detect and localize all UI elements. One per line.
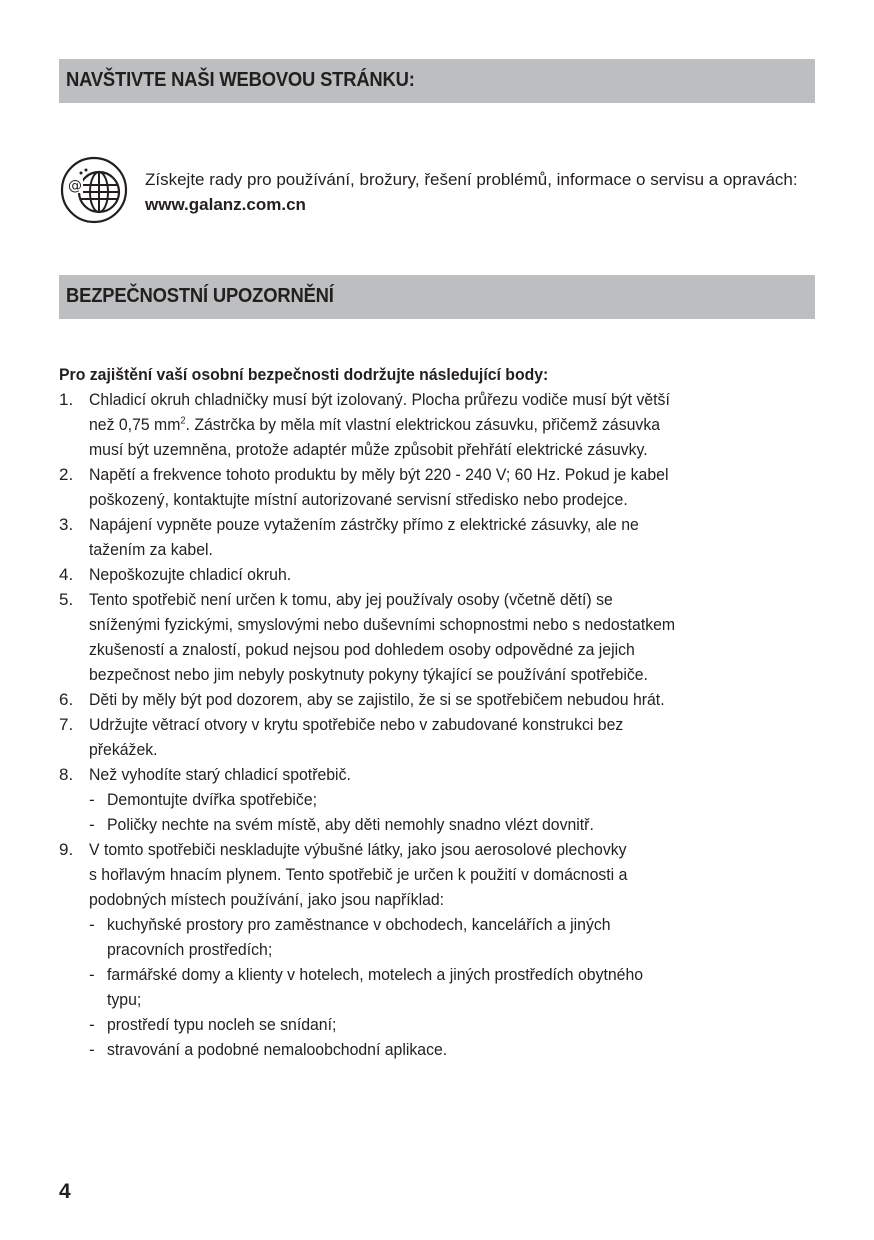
sub-item: - prostředí typu nocleh se snídaní; <box>89 1015 337 1034</box>
list-item: 6. Děti by měly být pod dozorem, aby se zajistilo, že si se spotřebičem nebudou hrát. <box>59 690 665 709</box>
globe-at-icon <box>59 155 129 225</box>
sub-item: - Demontujte dvířka spotřebiče; <box>89 790 318 809</box>
list-item: 7. Udržujte větrací otvory v krytu spotřebiče nebo v zabudované konstrukci bez překážek. <box>59 715 624 759</box>
safety-intro: Pro zajištění vaší osobní bezpečnosti dodržujte následující body: <box>59 365 549 384</box>
sub-item: - kuchyňské prostory pro zaměstnance v obchodech, kancelářích a jiných pracovních prostředích; <box>89 915 611 959</box>
list-item: 3. Napájení vypněte pouze vytažením zástrčky přímo z elektrické zásuvky, ale ne tažením za kabel. <box>59 515 639 559</box>
list-item: 9. V tomto spotřebiči neskladujte výbušné látky, jako jsou aerosolové plechovky s hořlavým hnacím plynem. Tento spotřebič je určen k použití v domácnosti a podobných místech používání, jako jsou například: - kuchyňské prostory pro zaměstnance v obchodech, kancelářích a jiných pracovních prostředích; - farmářské domy a klienty v hotelech, motelech a jiných prostředích obytného typu; - prostředí typu nocleh se snídaní; - stravování a podobné nemaloobchodní aplikace. <box>59 837 829 1062</box>
sub-item: - farmářské domy a klienty v hotelech, motelech a jiných prostředích obytného typu; <box>89 965 644 1009</box>
website-text: Získejte rady pro používání, brožury, řešení problémů, informace o servisu a opravách: www.galanz.com.cn <box>145 170 798 214</box>
list-item: 5. Tento spotřebič není určen k tomu, aby jej používaly osoby (včetně dětí) se sníženými fyzickými, smyslovými nebo duševními schopnostmi nebo s nedostatkem zkušeností a znalostí, pokud nejsou pod dohledem osoby odpovědné za jejich bezpečnost nebo jim nebyly poskytnuty pokyny týkající se používání spotřebiče. <box>59 590 676 684</box>
sub-item: - stravování a podobné nemaloobchodní aplikace. <box>89 1040 448 1059</box>
website-link[interactable]: www.galanz.com.cn <box>145 195 306 214</box>
safety-heading: BEZPEČNOSTNÍ UPOZORNĚNÍ <box>66 285 334 307</box>
page-number: 4 <box>59 1180 71 1203</box>
sub-item: - Poličky nechte na svém místě, aby děti nemohly snadno vlézt dovnitř. <box>89 815 594 834</box>
website-heading-bar <box>59 59 815 103</box>
list-item: 2. Napětí a frekvence tohoto produktu by měly být 220 - 240 V; 60 Hz. Pokud je kabel poškozený, kontaktujte místní autorizované servisní středisko nebo prodejce. <box>59 465 669 509</box>
list-item: 1. Chladicí okruh chladničky musí být izolovaný. Plocha průřezu vodiče musí být větší než 0,75 $mm^2$. Zástrčka by měla mít vlastní elektrickou zásuvku, přičemž zásuvka musí být uzemněna, protože adaptér může způsobit přehřátí elektrické zásuvky. <box>59 390 670 459</box>
safety-heading-bar <box>59 275 815 319</box>
safety-list <box>59 362 829 1062</box>
website-heading: NAVŠTIVTE NAŠI WEBOVOU STRÁNKU: <box>66 69 415 91</box>
list-item: 4. Nepoškozujte chladicí okruh. <box>59 565 292 584</box>
list-item: 8. Než vyhodíte starý chladicí spotřebič. - Demontujte dvířka spotřebiče; - Poličky nechte na svém místě, aby děti nemohly snadno vlézt dovnitř. <box>59 762 829 837</box>
svg-text:@: @ <box>68 178 82 194</box>
